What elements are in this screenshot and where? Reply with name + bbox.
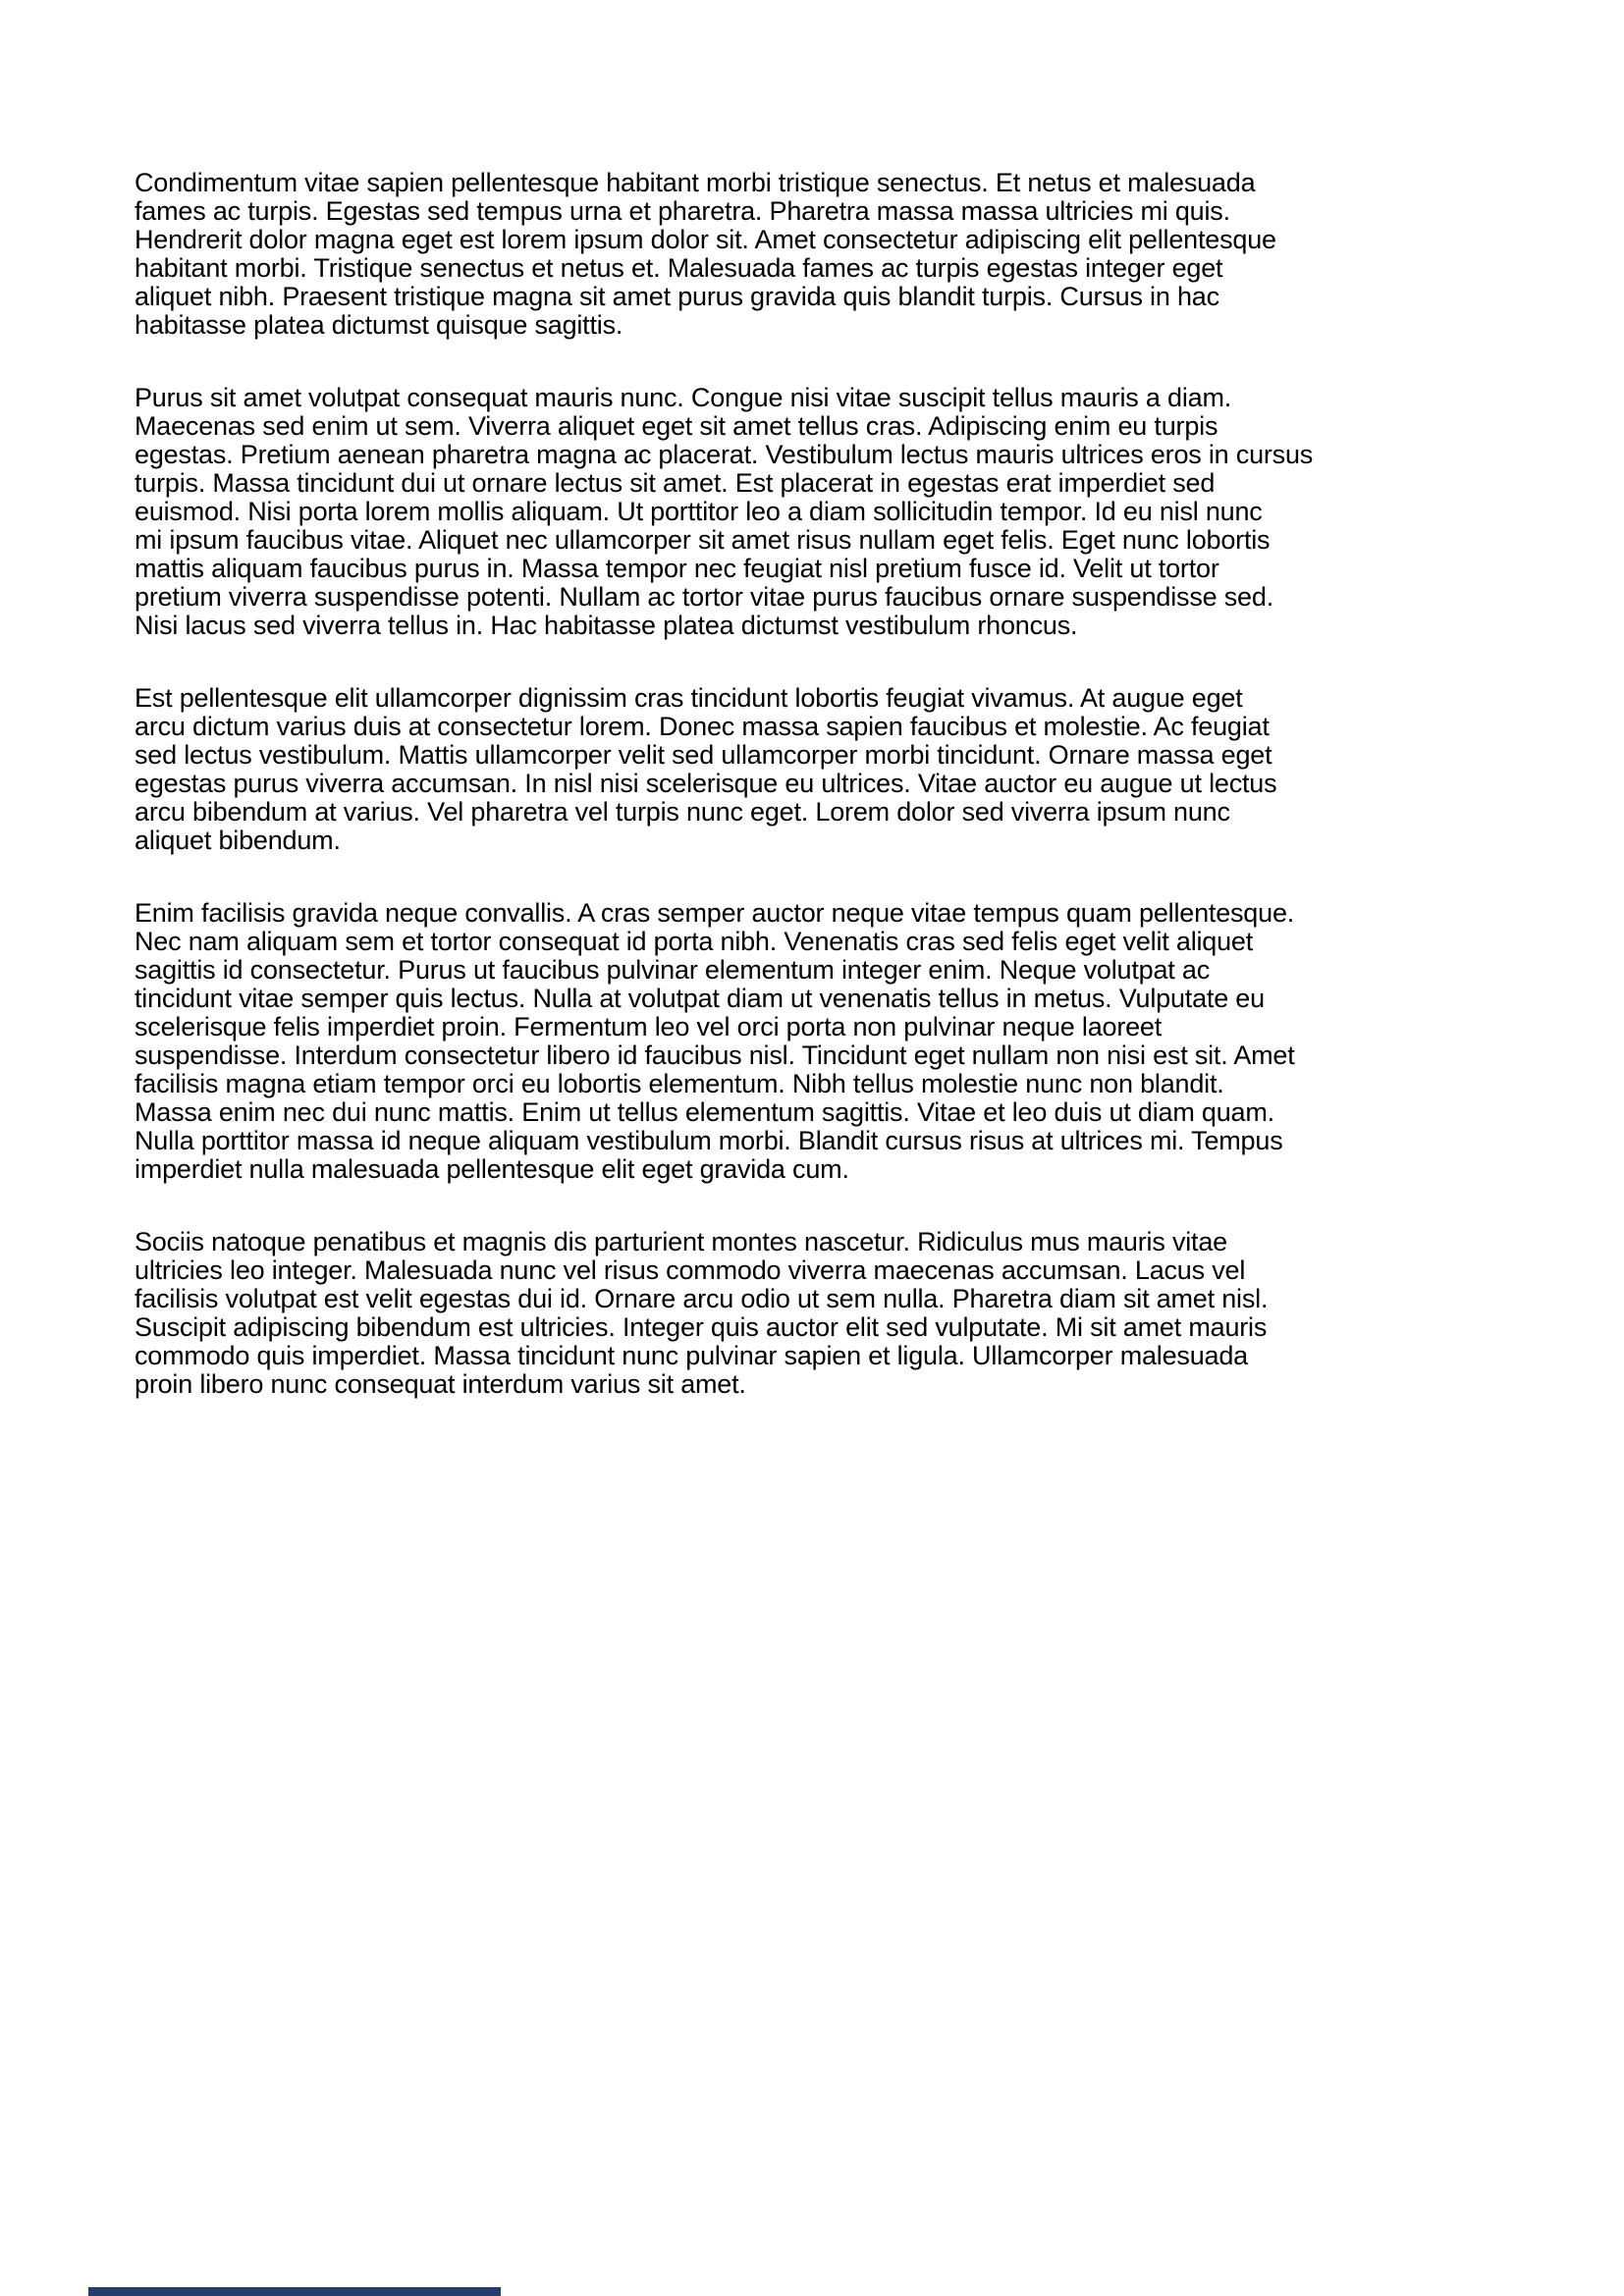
text-line: ultricies leo integer. Malesuada nunc vel risus commodo viverra maecenas accumsan. Lacus vel — [135, 1255, 1246, 1285]
text-line: proin libero nunc consequat interdum varius sit amet. — [135, 1369, 746, 1399]
text-line: fames ac turpis. Egestas sed tempus urna et pharetra. Pharetra massa massa ultricies mi quis. — [135, 196, 1230, 226]
text-line: Condimentum vitae sapien pellentesque habitant morbi tristique senectus. Et netus et malesuada — [135, 168, 1256, 197]
paragraph — [135, 169, 1539, 340]
text-line: tincidunt vitae semper quis lectus. Nulla at volutpat diam ut venenatis tellus in metus. Vulputate eu — [135, 984, 1265, 1013]
text-line: Nisi lacus sed viverra tellus in. Hac habitasse platea dictumst vestibulum rhoncus. — [135, 611, 1078, 640]
text-line: Est pellentesque elit ullamcorper dignissim cras tincidunt lobortis feugiat vivamus. At augue eget — [135, 683, 1243, 713]
text-line: sed lectus vestibulum. Mattis ullamcorper velit sed ullamcorper morbi tincidunt. Ornare massa eget — [135, 740, 1272, 770]
paragraph — [135, 384, 1539, 640]
text-line: aliquet bibendum. — [135, 826, 341, 855]
text-line: Suscipit adipiscing bibendum est ultricies. Integer quis auctor elit sed vulputate. Mi sit amet mauris — [135, 1312, 1268, 1342]
text-line: facilisis magna etiam tempor orci eu lobortis elementum. Nibh tellus molestie nunc non blandit. — [135, 1069, 1224, 1098]
text-line: imperdiet nulla malesuada pellentesque elit eget gravida cum. — [135, 1154, 849, 1184]
paragraph — [135, 684, 1539, 855]
bottom-accent-bar — [88, 2287, 501, 2296]
document-body — [135, 169, 1539, 1443]
text-line: egestas purus viverra accumsan. In nisl nisi scelerisque eu ultrices. Vitae auctor eu augue ut lectus — [135, 769, 1277, 798]
text-line: mattis aliquam faucibus purus in. Massa tempor nec feugiat nisl pretium fusce id. Velit ut tortor — [135, 554, 1219, 583]
text-line: Nulla porttitor massa id neque aliquam vestibulum morbi. Blandit cursus risus at ultrices mi. Tempus — [135, 1126, 1283, 1155]
text-line: Maecenas sed enim ut sem. Viverra aliquet eget sit amet tellus cras. Adipiscing enim eu turpis — [135, 411, 1218, 441]
text-line: facilisis volutpat est velit egestas dui id. Ornare arcu odio ut sem nulla. Pharetra diam sit amet nisl. — [135, 1284, 1269, 1313]
text-line: Nec nam aliquam sem et tortor consequat id porta nibh. Venenatis cras sed felis eget velit aliquet — [135, 927, 1254, 956]
text-line: sagittis id consectetur. Purus ut faucibus pulvinar elementum integer enim. Neque volutpat ac — [135, 955, 1211, 985]
text-line: habitant morbi. Tristique senectus et netus et. Malesuada fames ac turpis egestas integer eget — [135, 253, 1223, 283]
text-line: Enim facilisis gravida neque convallis. A cras semper auctor neque vitae tempus quam pellentesque. — [135, 898, 1295, 928]
paragraph — [135, 899, 1539, 1184]
text-line: Massa enim nec dui nunc mattis. Enim ut tellus elementum sagittis. Vitae et leo duis ut diam quam. — [135, 1097, 1274, 1127]
text-line: commodo quis imperdiet. Massa tincidunt nunc pulvinar sapien et ligula. Ullamcorper malesuada — [135, 1341, 1248, 1370]
text-line: arcu dictum varius duis at consectetur lorem. Donec massa sapien faucibus et molestie. Ac feugiat — [135, 712, 1270, 741]
paragraph — [135, 1228, 1539, 1399]
text-line: arcu bibendum at varius. Vel pharetra vel turpis nunc eget. Lorem dolor sed viverra ipsum nunc — [135, 797, 1230, 827]
text-line: turpis. Massa tincidunt dui ut ornare lectus sit amet. Est placerat in egestas erat imperdiet sed — [135, 468, 1216, 498]
text-line: Hendrerit dolor magna eget est lorem ipsum dolor sit. Amet consectetur adipiscing elit pellentesque — [135, 225, 1276, 254]
text-line: Purus sit amet volutpat consequat mauris nunc. Congue nisi vitae suscipit tellus mauris a diam. — [135, 383, 1232, 412]
text-line: suspendisse. Interdum consectetur libero id faucibus nisl. Tincidunt eget nullam non nisi est sit. Amet — [135, 1041, 1295, 1070]
text-line: habitasse platea dictumst quisque sagittis. — [135, 310, 623, 340]
text-line: mi ipsum faucibus vitae. Aliquet nec ullamcorper sit amet risus nullam eget felis. Eget nunc lobortis — [135, 525, 1271, 555]
text-line: euismod. Nisi porta lorem mollis aliquam. Ut porttitor leo a diam sollicitudin tempor. Id eu nisl nunc — [135, 497, 1263, 526]
text-line: scelerisque felis imperdiet proin. Fermentum leo vel orci porta non pulvinar neque laoreet — [135, 1012, 1163, 1041]
text-line: Sociis natoque penatibus et magnis dis parturient montes nascetur. Ridiculus mus mauris vitae — [135, 1227, 1227, 1256]
text-line: pretium viverra suspendisse potenti. Nullam ac tortor vitae purus faucibus ornare suspendisse sed. — [135, 582, 1273, 612]
text-line: aliquet nibh. Praesent tristique magna sit amet purus gravida quis blandit turpis. Cursus in hac — [135, 282, 1219, 311]
text-line: egestas. Pretium aenean pharetra magna ac placerat. Vestibulum lectus mauris ultrices eros in cursus — [135, 440, 1314, 469]
